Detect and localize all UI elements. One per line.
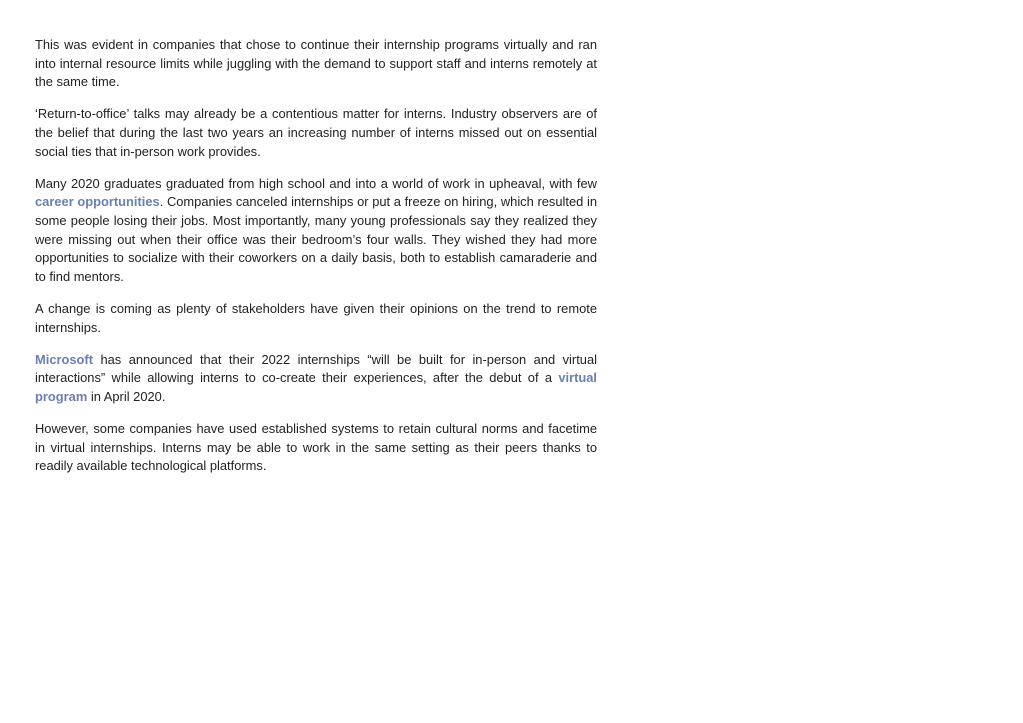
paragraph-4-text: A change is coming as plenty of stakeholders have given their opinions on the trend to remote internships. xyxy=(35,300,597,335)
paragraph-5 xyxy=(35,351,597,407)
career-opportunities-link[interactable]: career opportunities xyxy=(35,194,160,210)
paragraph-3-text-before: Many 2020 graduates graduated from high school and into a world of work in upheaval, with few xyxy=(35,175,597,191)
paragraph-3-text-after: . Companies canceled internships or put a freeze on hiring, which resulted in some people losing their jobs. Most importantly, many young professionals say they realized they were missing out when their office was their bedroom’s four walls. They wished they had more opportunities to socialize with their coworkers on a daily basis, both to establish camaraderie and to find mentors. xyxy=(35,194,598,284)
microsoft-link[interactable]: Microsoft xyxy=(35,351,94,367)
paragraph-2 xyxy=(35,105,597,161)
paragraph-2-text: ‘Return-to-office’ talks may already be a contentious matter for interns. Industry observers are of the belief that during the last two years an increasing number of interns missed out on essential social ties that in-person work provides. xyxy=(35,106,597,159)
paragraph-6-text: However, some companies have used established systems to retain cultural norms and facetime in virtual internships. Interns may be able to work in the same setting as their peers thanks to readily available technological platforms. xyxy=(35,421,597,474)
paragraph-1 xyxy=(35,36,597,92)
paragraph-5-text-after: in April 2020. xyxy=(87,388,166,404)
paragraph-1-text: This was evident in companies that chose to continue their internship programs virtually and ran into internal resource limits while juggling with the demand to support staff and interns remotely at the same time. xyxy=(35,37,597,90)
paragraph-4 xyxy=(35,300,597,337)
virtual-program-link[interactable]: virtual program xyxy=(35,370,597,404)
article-body xyxy=(35,36,597,489)
paragraph-5-text-middle: has announced that their 2022 internships “will be built for in-person and virtual interactions” while allowing interns to co-create their experiences, after the debut of a xyxy=(35,351,597,386)
paragraph-3 xyxy=(35,175,597,287)
paragraph-6 xyxy=(35,420,597,476)
